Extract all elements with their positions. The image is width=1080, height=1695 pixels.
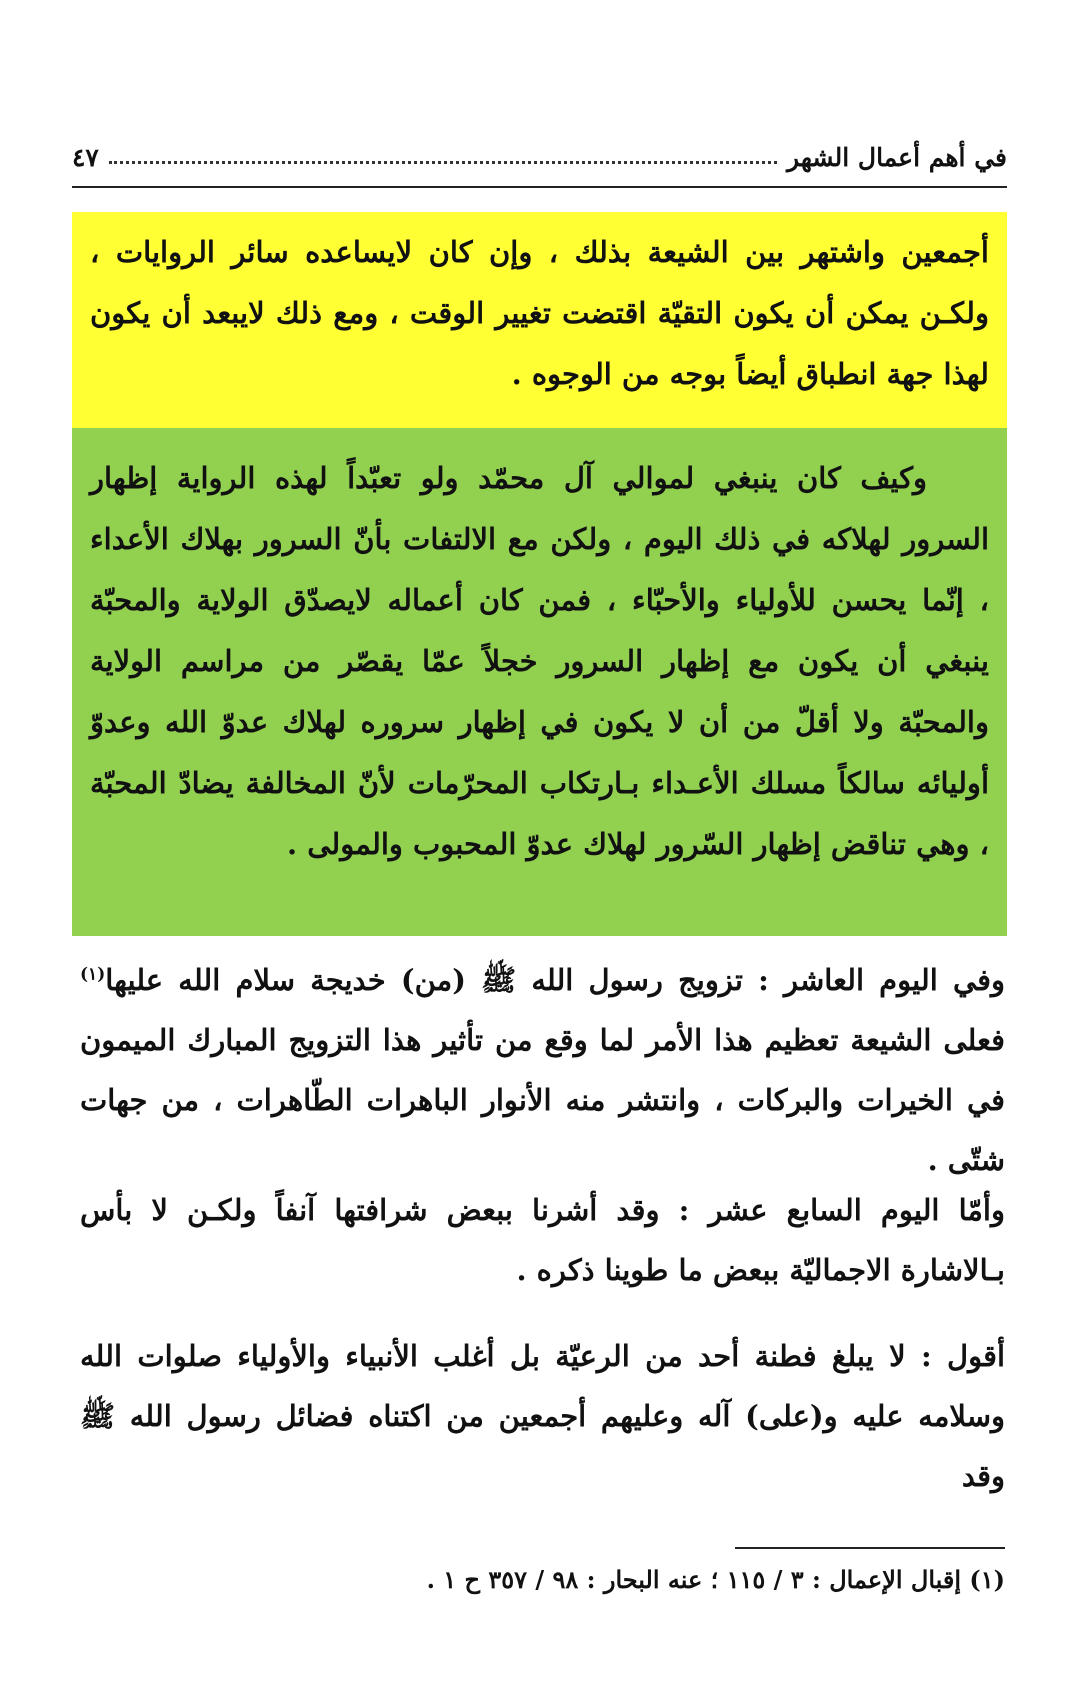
- paragraph-day-seventeen: [80, 1180, 1005, 1300]
- header-leader-dots: [109, 161, 777, 164]
- paragraph-lead: أقول :: [920, 1339, 1006, 1373]
- paragraph-text-continued: فعلى الشيعة تعظيم هذا الأمر لما وقع من تأثير هذا التزويج المبارك الميمون في الخيرات والبركات ، وانتشر منه الأنوار الباهرات الطّاهرات ، من جهات شتّى .: [80, 1023, 1005, 1177]
- footnote-reference[interactable]: (١): [80, 964, 106, 985]
- highlighted-paragraph-green: [72, 428, 1007, 936]
- running-header: [72, 120, 1007, 180]
- paragraph-day-ten: [80, 950, 1005, 1190]
- highlighted-paragraph-yellow: [72, 212, 1007, 428]
- yellow-paragraph-text: أجمعين واشتهر بين الشيعة بذلك ، وإن كان لايساعده سائر الروايات ، ولكـن يمكن أن يكون التقيّة اقتضت تغيير الوقت ، ومع ذلك لايبعد أن يكون لهذا جهة انطباق أيضاً بوجه من الوجوه .: [90, 235, 989, 391]
- paragraph-lead: وأمّا اليوم السابع عشر :: [678, 1193, 1005, 1227]
- green-paragraph-text: وكيف كان ينبغي لموالي آل محمّد ولو تعبّداً لهذه الرواية إظهار السرور لهلاكه في ذلك اليوم ، ولكن مع الالتفات بأنّ السرور بهلاك الأعداء ، إنّما يحسن للأولياء والأحبّاء ، فمن كان أعماله لايصدّق الولاية والمحبّة ينبغي أن يكون مع إظهار السرور خجلاً عمّا يقصّر من مراسم الولاية والمحبّة ولا أقلّ من أن لا يكون في إظهار سروره لهلاك عدوّ الله وعدوّ أوليائه سالكاً مسلك الأعـداء بـارتكاب المحرّمات لأنّ المخالفة يضادّ المحبّة ، وهي تناقض إظهار السّرور لهلاك عدوّ المحبوب والمولى .: [90, 461, 989, 861]
- paragraph-text: تزويج رسول الله ﷺ (من) خديجة سلام الله عليها: [105, 963, 759, 997]
- header-title: في أهم أعمال الشهر: [787, 143, 1007, 172]
- paragraph-text: وقد أشرنا ببعض شرافتها آنفاً ولكـن لا بأس بـالاشارة الاجماليّة ببعض ما طوينا ذكره .: [80, 1193, 1005, 1287]
- footnote-rule: [735, 1547, 1005, 1549]
- page-number: ٤٧: [72, 143, 99, 172]
- paragraph-lead: وفي اليوم العاشر :: [758, 963, 1005, 997]
- header-rule: [72, 186, 1007, 188]
- footnote: (١) إقبال الإعمال : ٣ / ١١٥ ؛ عنه البحار : ٩٨ / ٣٥٧ ح ١ .: [426, 1565, 1005, 1594]
- paragraph-text: لا يبلغ فطنة أحد من الرعيّة بل أغلب الأنبياء والأولياء صلوات الله وسلامه عليه و(على) آله وعليهم أجمعين من اكتناه فضائل رسول الله ﷺ وقد: [80, 1339, 1005, 1493]
- paragraph-aqul: [80, 1326, 1005, 1506]
